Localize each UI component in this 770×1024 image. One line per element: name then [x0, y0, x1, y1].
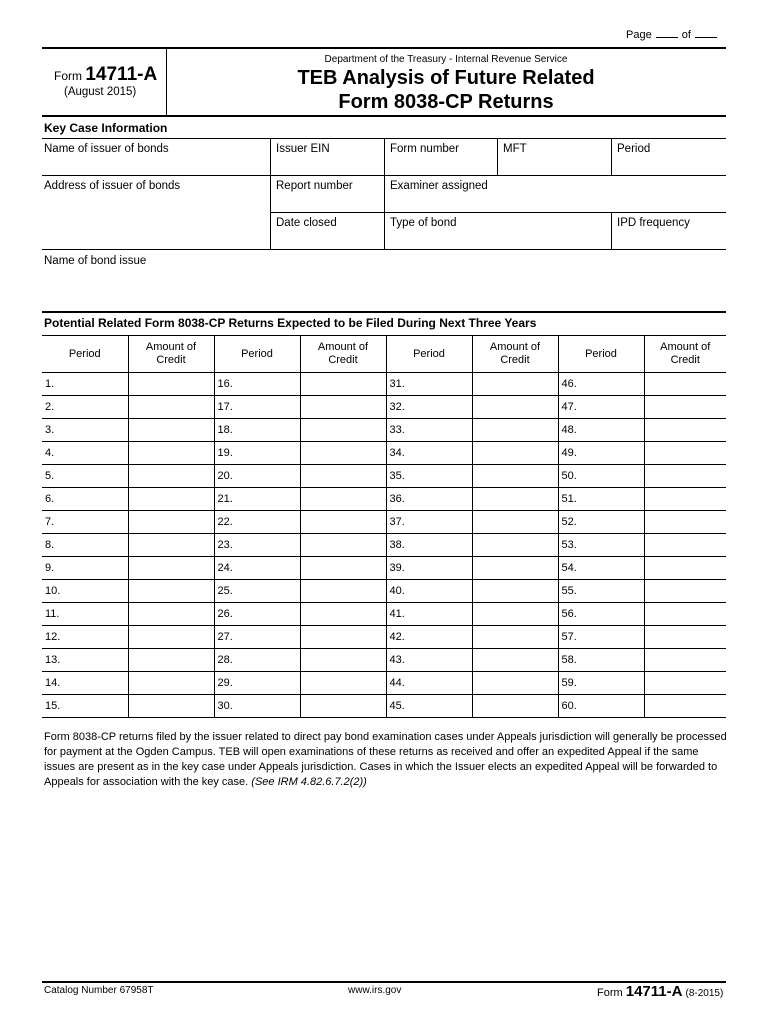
- amount-cell[interactable]: [300, 396, 386, 419]
- amount-cell[interactable]: [128, 672, 214, 695]
- period-cell[interactable]: 29.: [214, 672, 300, 695]
- amount-cell[interactable]: [472, 442, 558, 465]
- col-amount: [300, 336, 386, 373]
- amount-cell[interactable]: [300, 442, 386, 465]
- amount-cell[interactable]: [644, 373, 726, 396]
- notice-citation: (See IRM 4.82.6.7.2(2)): [251, 776, 367, 788]
- period-cell[interactable]: 54.: [558, 557, 644, 580]
- period-cell[interactable]: 53.: [558, 534, 644, 557]
- amount-cell[interactable]: [300, 534, 386, 557]
- period-cell[interactable]: 49.: [558, 442, 644, 465]
- period-cell[interactable]: 52.: [558, 511, 644, 534]
- amount-cell[interactable]: [644, 419, 726, 442]
- period-cell[interactable]: 21.: [214, 488, 300, 511]
- period-cell[interactable]: 58.: [558, 649, 644, 672]
- table-row: [42, 534, 726, 557]
- period-cell[interactable]: 60.: [558, 695, 644, 718]
- amount-cell[interactable]: [472, 603, 558, 626]
- period-cell[interactable]: 11.: [42, 603, 128, 626]
- period-cell[interactable]: 1.: [42, 373, 128, 396]
- amount-cell[interactable]: [128, 557, 214, 580]
- amount-cell[interactable]: [128, 465, 214, 488]
- form-identifier: [54, 64, 157, 86]
- key-case-divider: [384, 138, 385, 249]
- amount-cell[interactable]: [128, 603, 214, 626]
- table-row: [42, 557, 726, 580]
- amount-cell[interactable]: [472, 465, 558, 488]
- amount-cell[interactable]: [472, 557, 558, 580]
- period-cell[interactable]: 59.: [558, 672, 644, 695]
- col-amount: [128, 336, 214, 373]
- period-cell[interactable]: 36.: [386, 488, 472, 511]
- period-cell[interactable]: 8.: [42, 534, 128, 557]
- col-amount: [472, 336, 558, 373]
- period-cell[interactable]: 26.: [214, 603, 300, 626]
- period-cell[interactable]: 45.: [386, 695, 472, 718]
- bond-issue-name-field[interactable]: Name of bond issue: [44, 255, 147, 267]
- section-rule: [42, 311, 726, 313]
- amount-cell[interactable]: [472, 511, 558, 534]
- returns-table: [42, 335, 726, 718]
- amount-cell[interactable]: [128, 419, 214, 442]
- period-cell[interactable]: 7.: [42, 511, 128, 534]
- amount-cell[interactable]: [128, 396, 214, 419]
- amount-cell[interactable]: [472, 419, 558, 442]
- col-amount-line2: Credit: [670, 354, 700, 366]
- amount-cell[interactable]: [472, 649, 558, 672]
- table-row: [42, 373, 726, 396]
- amount-cell[interactable]: [128, 373, 214, 396]
- key-case-rule: [42, 249, 726, 250]
- period-cell[interactable]: 6.: [42, 488, 128, 511]
- col-amount-line2: Credit: [500, 354, 530, 366]
- period-cell[interactable]: 40.: [386, 580, 472, 603]
- table-row: [42, 419, 726, 442]
- amount-cell[interactable]: [300, 603, 386, 626]
- amount-cell[interactable]: [644, 603, 726, 626]
- period-cell[interactable]: 10.: [42, 580, 128, 603]
- period-cell[interactable]: 23.: [214, 534, 300, 557]
- col-period: Period: [558, 336, 644, 373]
- col-period: Period: [214, 336, 300, 373]
- table-row: [42, 511, 726, 534]
- period-cell[interactable]: 44.: [386, 672, 472, 695]
- notice-text: Form 8038-CP returns filed by the issuer related to direct pay bond examination cases under Appeals jurisdiction will generally be processed for payment at the Ogden Campus. TEB will open examinations of these returns as received and offer an expedited Appeal if the same issues are present as in the key case under Appeals jurisdiction. Cases in which the Issuer elects an expedited Appeal will be forwarded to Appeals for association with the key case.: [44, 731, 727, 788]
- period-cell[interactable]: 33.: [386, 419, 472, 442]
- amount-cell[interactable]: [644, 442, 726, 465]
- period-cell[interactable]: 19.: [214, 442, 300, 465]
- notice-paragraph: [44, 730, 728, 790]
- period-cell[interactable]: 34.: [386, 442, 472, 465]
- examiner-assigned-field[interactable]: Examiner assigned: [390, 180, 488, 192]
- amount-cell[interactable]: [300, 580, 386, 603]
- issuer-name-field[interactable]: Name of issuer of bonds: [44, 143, 169, 155]
- amount-cell[interactable]: [644, 557, 726, 580]
- amount-cell[interactable]: [644, 672, 726, 695]
- amount-cell[interactable]: [472, 580, 558, 603]
- header-bottom-rule: [42, 115, 726, 117]
- amount-cell[interactable]: [644, 534, 726, 557]
- period-cell[interactable]: 30.: [214, 695, 300, 718]
- report-number-field[interactable]: Report number: [276, 180, 353, 192]
- period-cell[interactable]: 14.: [42, 672, 128, 695]
- amount-cell[interactable]: [128, 534, 214, 557]
- amount-cell[interactable]: [300, 557, 386, 580]
- period-cell[interactable]: 17.: [214, 396, 300, 419]
- amount-cell[interactable]: [128, 695, 214, 718]
- mft-field[interactable]: MFT: [503, 143, 527, 155]
- website-link[interactable]: www.irs.gov: [348, 985, 402, 996]
- table-row: [42, 465, 726, 488]
- amount-cell[interactable]: [300, 511, 386, 534]
- col-amount-line1: Amount of: [660, 341, 711, 353]
- period-cell[interactable]: 22.: [214, 511, 300, 534]
- col-amount-line1: Amount of: [489, 341, 541, 353]
- period-cell[interactable]: 3.: [42, 419, 128, 442]
- period-cell[interactable]: 12.: [42, 626, 128, 649]
- amount-cell[interactable]: [300, 649, 386, 672]
- period-cell[interactable]: 57.: [558, 626, 644, 649]
- key-case-divider: [611, 138, 612, 175]
- amount-cell[interactable]: [472, 534, 558, 557]
- amount-cell[interactable]: [644, 580, 726, 603]
- key-case-divider: [497, 138, 498, 175]
- amount-cell[interactable]: [644, 396, 726, 419]
- period-cell[interactable]: 15.: [42, 695, 128, 718]
- period-field[interactable]: Period: [617, 143, 651, 155]
- amount-cell[interactable]: [300, 672, 386, 695]
- period-cell[interactable]: 16.: [214, 373, 300, 396]
- amount-cell[interactable]: [472, 373, 558, 396]
- period-cell[interactable]: 9.: [42, 557, 128, 580]
- footer-form-id: [597, 983, 723, 1000]
- amount-cell[interactable]: [644, 511, 726, 534]
- table-row: [42, 649, 726, 672]
- amount-cell[interactable]: [128, 649, 214, 672]
- period-cell[interactable]: 48.: [558, 419, 644, 442]
- form-title-line2: Form 8038-CP Returns: [338, 91, 554, 113]
- col-amount-line2: Credit: [156, 354, 186, 366]
- table-row: [42, 442, 726, 465]
- col-amount-line1: Amount of: [317, 341, 369, 353]
- amount-cell[interactable]: [300, 373, 386, 396]
- key-case-title: Key Case Information: [44, 121, 168, 135]
- amount-cell[interactable]: [472, 396, 558, 419]
- page-total-field[interactable]: [695, 28, 717, 38]
- amount-cell[interactable]: [128, 626, 214, 649]
- form-number: 14711-A: [85, 64, 158, 85]
- amount-cell[interactable]: [644, 695, 726, 718]
- table-row: [42, 396, 726, 419]
- amount-cell[interactable]: [300, 626, 386, 649]
- page-label: Page: [626, 29, 652, 41]
- of-label: of: [681, 29, 691, 41]
- table-row: [42, 626, 726, 649]
- period-cell[interactable]: 32.: [386, 396, 472, 419]
- amount-cell[interactable]: [472, 488, 558, 511]
- returns-table-header: [42, 336, 726, 373]
- footer-form-number: 14711-A: [625, 983, 683, 1000]
- period-cell[interactable]: 41.: [386, 603, 472, 626]
- returns-table-title: Potential Related Form 8038-CP Returns Expected to be Filed During Next Three Years: [44, 316, 537, 330]
- type-of-bond-field[interactable]: Type of bond: [390, 217, 457, 229]
- period-cell[interactable]: 42.: [386, 626, 472, 649]
- period-cell[interactable]: 20.: [214, 465, 300, 488]
- amount-cell[interactable]: [128, 442, 214, 465]
- amount-cell[interactable]: [644, 488, 726, 511]
- period-cell[interactable]: 37.: [386, 511, 472, 534]
- period-cell[interactable]: 4.: [42, 442, 128, 465]
- period-cell[interactable]: 38.: [386, 534, 472, 557]
- amount-cell[interactable]: [644, 626, 726, 649]
- amount-cell[interactable]: [300, 419, 386, 442]
- period-cell[interactable]: 25.: [214, 580, 300, 603]
- period-cell[interactable]: 46.: [558, 373, 644, 396]
- period-cell[interactable]: 47.: [558, 396, 644, 419]
- table-row: [42, 695, 726, 718]
- period-cell[interactable]: 50.: [558, 465, 644, 488]
- period-cell[interactable]: 35.: [386, 465, 472, 488]
- form-number-field[interactable]: Form number: [390, 143, 460, 155]
- col-amount-line2: Credit: [328, 354, 358, 366]
- amount-cell[interactable]: [300, 695, 386, 718]
- page-number-field[interactable]: [656, 28, 678, 38]
- department-name: Department of the Treasury - Internal Revenue Service: [324, 54, 568, 65]
- amount-cell[interactable]: [300, 488, 386, 511]
- table-row: [42, 580, 726, 603]
- table-row: [42, 672, 726, 695]
- key-case-rule: [270, 212, 726, 213]
- col-amount: [644, 336, 726, 373]
- amount-cell[interactable]: [644, 649, 726, 672]
- footer-revision: (8-2015): [685, 988, 724, 999]
- col-amount-line1: Amount of: [145, 341, 197, 353]
- key-case-divider: [270, 138, 271, 249]
- form-prefix: Form: [54, 69, 82, 83]
- col-period: Period: [386, 336, 472, 373]
- amount-cell[interactable]: [472, 626, 558, 649]
- col-period: Period: [42, 336, 128, 373]
- table-row: [42, 488, 726, 511]
- amount-cell[interactable]: [472, 672, 558, 695]
- table-row: [42, 603, 726, 626]
- period-cell[interactable]: 5.: [42, 465, 128, 488]
- amount-cell[interactable]: [128, 488, 214, 511]
- amount-cell[interactable]: [128, 511, 214, 534]
- key-case-divider: [611, 212, 612, 249]
- period-cell[interactable]: 27.: [214, 626, 300, 649]
- amount-cell[interactable]: [300, 465, 386, 488]
- period-cell[interactable]: 55.: [558, 580, 644, 603]
- form-date: (August 2015): [64, 86, 137, 98]
- footer-form-prefix: Form: [597, 987, 623, 999]
- issuer-ein-field[interactable]: Issuer EIN: [276, 143, 330, 155]
- period-cell[interactable]: 18.: [214, 419, 300, 442]
- ipd-frequency-field[interactable]: IPD frequency: [617, 217, 690, 229]
- amount-cell[interactable]: [128, 580, 214, 603]
- form-title-line1: TEB Analysis of Future Related: [297, 67, 595, 89]
- catalog-number: Catalog Number 67958T: [44, 985, 154, 996]
- period-cell[interactable]: 13.: [42, 649, 128, 672]
- period-cell[interactable]: 43.: [386, 649, 472, 672]
- period-cell[interactable]: 39.: [386, 557, 472, 580]
- period-cell[interactable]: 31.: [386, 373, 472, 396]
- period-cell[interactable]: 28.: [214, 649, 300, 672]
- date-closed-field[interactable]: Date closed: [276, 217, 337, 229]
- page-counter: [626, 28, 721, 41]
- amount-cell[interactable]: [472, 695, 558, 718]
- period-cell[interactable]: 2.: [42, 396, 128, 419]
- period-cell[interactable]: 51.: [558, 488, 644, 511]
- amount-cell[interactable]: [644, 465, 726, 488]
- issuer-address-field[interactable]: Address of issuer of bonds: [44, 180, 181, 192]
- period-cell[interactable]: 24.: [214, 557, 300, 580]
- period-cell[interactable]: 56.: [558, 603, 644, 626]
